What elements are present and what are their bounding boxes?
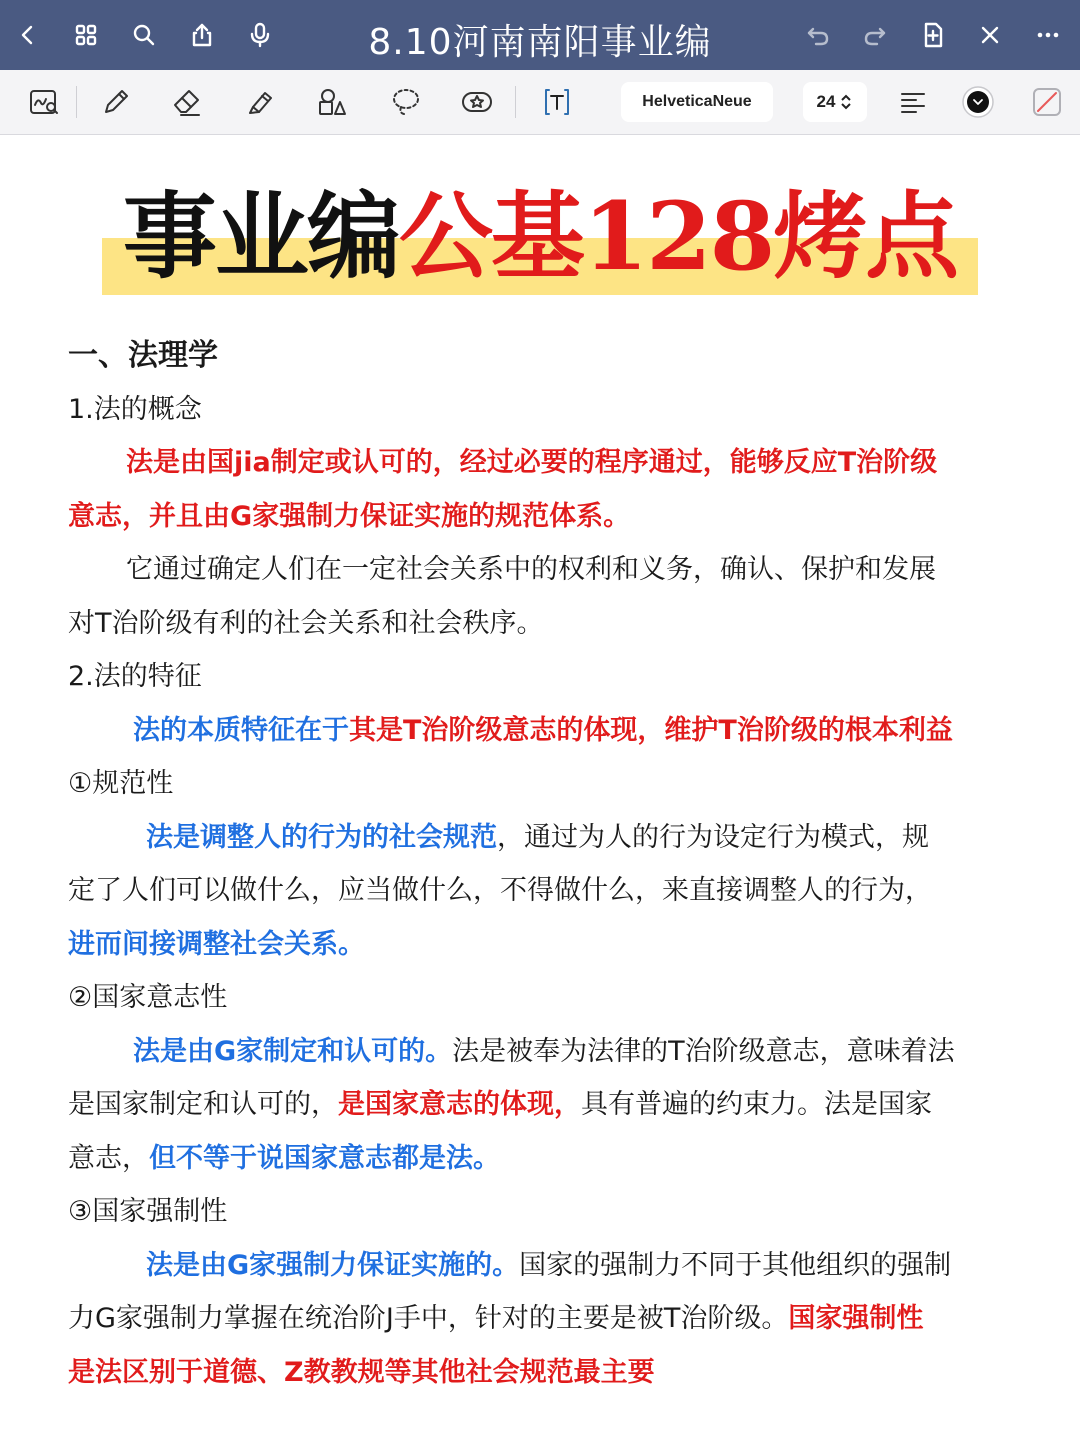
close-icon[interactable] bbox=[972, 17, 1008, 53]
redo-icon[interactable] bbox=[857, 17, 893, 53]
paragraph: 定了人们可以做什么，应当做什么，不得做什么，来直接调整人的行为， bbox=[68, 875, 932, 906]
lasso-tool-icon[interactable] bbox=[385, 82, 427, 122]
sub-heading: ②国家意志性 bbox=[68, 982, 228, 1013]
body-text: 意志， bbox=[68, 1142, 149, 1174]
sub-heading: ①规范性 bbox=[68, 768, 174, 799]
page-heading bbox=[102, 175, 978, 299]
paragraph bbox=[68, 490, 1018, 544]
shapes-tool-icon[interactable] bbox=[311, 82, 353, 122]
stepper-arrows-icon bbox=[839, 93, 853, 111]
font-size-selector[interactable] bbox=[803, 82, 867, 122]
paragraph bbox=[68, 1239, 1018, 1293]
blue-emphasis: 法是由G家制定和认可的。 bbox=[133, 1035, 453, 1067]
text-align-icon[interactable] bbox=[892, 82, 934, 122]
body-text: ，通过为人的行为设定行为模式，规 bbox=[497, 821, 929, 853]
body-text: 国家的强制力不同于其他组织的强制 bbox=[519, 1249, 952, 1281]
tool-bar bbox=[0, 70, 1080, 135]
heading-black-part: 事业编 bbox=[122, 182, 399, 292]
blue-emphasis: 法的本质特征在于 bbox=[133, 714, 349, 746]
body-text: 法是被奉为法律的T治阶级意志，意味着法 bbox=[452, 1035, 955, 1067]
body-text: 力G家强制力掌握在统治阶J手中，针对的主要是被T治阶级。 bbox=[68, 1303, 789, 1334]
toolbar-divider bbox=[515, 86, 516, 118]
blue-emphasis: 但不等于说国家意志都是法。 bbox=[149, 1142, 500, 1174]
grid-view-icon[interactable] bbox=[68, 17, 104, 53]
paragraph bbox=[68, 1292, 1018, 1346]
item-heading: 2.法的特征 bbox=[68, 661, 202, 692]
text-color-swatch[interactable] bbox=[957, 82, 999, 122]
more-options-icon[interactable] bbox=[1030, 17, 1066, 53]
highlighter-tool-icon[interactable] bbox=[240, 82, 282, 122]
document-body bbox=[68, 329, 1018, 1399]
section-heading: 一、法理学 bbox=[68, 338, 218, 373]
share-icon[interactable] bbox=[184, 17, 220, 53]
toolbar-divider bbox=[76, 86, 77, 118]
body-text: 是国家制定和认可的， bbox=[68, 1089, 338, 1120]
red-emphasis: 是法区别于道德、Z教教规等其他社会规范最主要 bbox=[68, 1356, 655, 1388]
paragraph: 对T治阶级有利的社会关系和社会秩序。 bbox=[68, 607, 544, 639]
paragraph bbox=[68, 811, 1018, 865]
paragraph bbox=[68, 704, 1018, 758]
search-icon[interactable] bbox=[126, 17, 162, 53]
red-emphasis: 其是T治阶级意志的体现，维护T治阶级的根本利益 bbox=[349, 714, 953, 746]
sticker-tool-icon[interactable] bbox=[456, 82, 498, 122]
document-title: 8.10河南南阳事业编 bbox=[368, 22, 712, 63]
red-emphasis: 法是由国jia制定或认可的，经过必要的程序通过，能够反应T治阶级 bbox=[126, 447, 938, 478]
document-page[interactable] bbox=[0, 135, 1080, 1441]
no-fill-color-icon[interactable] bbox=[1026, 82, 1068, 122]
body-text: 具有普遍的约束力。法是国家 bbox=[581, 1089, 932, 1120]
microphone-icon[interactable] bbox=[242, 17, 278, 53]
red-emphasis: 是国家意志的体现， bbox=[338, 1089, 581, 1120]
pen-tool-icon[interactable] bbox=[95, 82, 137, 122]
paragraph bbox=[68, 1078, 1018, 1132]
paragraph bbox=[68, 918, 1018, 972]
undo-icon[interactable] bbox=[800, 17, 836, 53]
font-size-value: 24 bbox=[816, 92, 836, 111]
blue-emphasis: 进而间接调整社会关系。 bbox=[68, 928, 365, 960]
item-heading: 1.法的概念 bbox=[68, 393, 202, 425]
blue-emphasis: 法是调整人的行为的社会规范 bbox=[146, 821, 497, 853]
font-name-selector[interactable]: HelveticaNeue bbox=[621, 82, 773, 122]
sub-heading: ③国家强制性 bbox=[68, 1196, 228, 1227]
paragraph: 它通过确定人们在一定社会关系中的权利和义务，确认、保护和发展 bbox=[126, 554, 936, 585]
text-tool-icon[interactable] bbox=[536, 82, 578, 122]
add-page-icon[interactable] bbox=[915, 17, 951, 53]
zoom-window-icon[interactable] bbox=[23, 82, 65, 122]
red-emphasis: 国家强制性 bbox=[788, 1303, 924, 1334]
app-top-bar bbox=[0, 0, 1080, 70]
eraser-tool-icon[interactable] bbox=[166, 82, 208, 122]
paragraph bbox=[68, 436, 1018, 490]
heading-red-part: 公基128烤点 bbox=[398, 182, 958, 292]
back-chevron-icon[interactable] bbox=[10, 17, 46, 53]
paragraph bbox=[68, 1132, 1018, 1186]
paragraph bbox=[68, 1346, 1018, 1400]
red-emphasis: 意志，并且由G家强制力保证实施的规范体系。 bbox=[68, 500, 631, 532]
paragraph bbox=[68, 1025, 1018, 1079]
blue-emphasis: 法是由G家强制力保证实施的。 bbox=[146, 1249, 520, 1281]
